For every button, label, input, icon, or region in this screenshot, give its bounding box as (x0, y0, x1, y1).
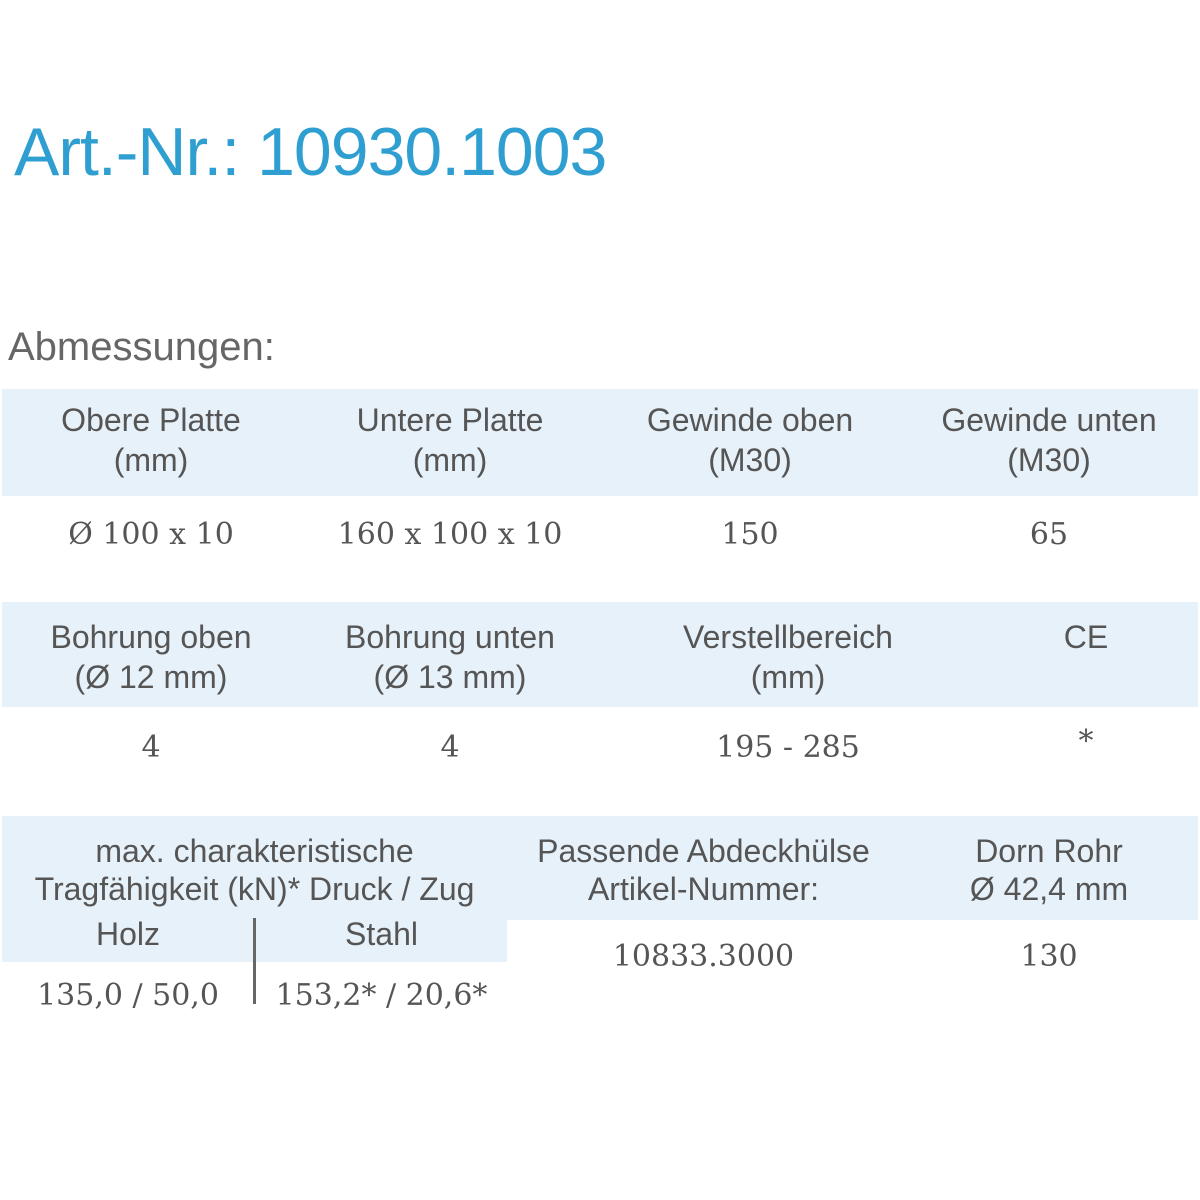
header-unit: (mm) (113, 442, 189, 478)
header-line: Gewinde unten (941, 402, 1157, 438)
table3-header-load-capacity (2, 832, 507, 908)
table2-header-bore-top (2, 617, 300, 697)
header-line: Untere Platte (356, 402, 544, 438)
header-unit: (M30) (708, 442, 792, 478)
table1-value-lower-plate: 160 x 100 x 10 (337, 517, 563, 552)
table2-value-ce: * (1078, 724, 1094, 759)
article-number-title: Art.-Nr.: 10930.1003 (14, 114, 607, 190)
header-unit: (mm) (412, 442, 488, 478)
table3-subheader-steel: Stahl (345, 916, 418, 952)
table1-header-thread-bottom (900, 400, 1198, 480)
header-line: Artikel-Nummer: (587, 871, 820, 907)
table1-header-thread-top (600, 400, 900, 480)
table3-value-cover-sleeve: 10833.3000 (612, 939, 795, 974)
header-unit: (mm) (750, 659, 826, 695)
header-line: Ø 42,4 mm (969, 871, 1129, 907)
table3-value-mandrel-tube: 130 (1020, 939, 1078, 974)
table2-header-ce (986, 617, 1186, 657)
table1-value-upper-plate: Ø 100 x 10 (68, 517, 234, 552)
table1-header-lower-plate (300, 400, 600, 480)
table2-header-bore-bottom (300, 617, 600, 697)
header-line: Obere Platte (61, 402, 241, 438)
table1-value-thread-bottom: 65 (1029, 517, 1069, 552)
table3-value-wood: 135,0 / 50,0 (37, 978, 219, 1013)
header-unit: (M30) (1007, 442, 1091, 478)
header-line: Tragfähigkeit (kN)* Druck / Zug (34, 871, 475, 907)
header-line: Verstellbereich (683, 619, 893, 655)
table2-value-adjustment-range: 195 - 285 (716, 730, 860, 765)
header-line: Gewinde oben (646, 402, 854, 438)
table3-header-mandrel-tube (900, 832, 1198, 908)
table2-header-adjustment-range (638, 617, 938, 697)
header-line: Bohrung unten (345, 619, 555, 655)
table2-value-bore-top: 4 (141, 730, 161, 765)
header-line: Dorn Rohr (975, 833, 1123, 869)
header-line: CE (1063, 619, 1109, 655)
dimensions-label: Abmessungen: (8, 325, 275, 369)
header-line: Passende Abdeckhülse (537, 833, 870, 869)
header-line: Bohrung oben (50, 619, 252, 655)
header-line: max. charakteristische (95, 833, 414, 869)
table3-value-steel: 153,2* / 20,6* (275, 978, 488, 1013)
table3-header-cover-sleeve (507, 832, 900, 908)
table1-value-thread-top: 150 (721, 517, 779, 552)
table2-value-bore-bottom: 4 (440, 730, 460, 765)
table3-subheader-wood: Holz (95, 916, 160, 952)
table1-header-upper-plate (2, 400, 300, 480)
header-unit: (Ø 13 mm) (373, 659, 527, 695)
header-unit: (Ø 12 mm) (74, 659, 228, 695)
